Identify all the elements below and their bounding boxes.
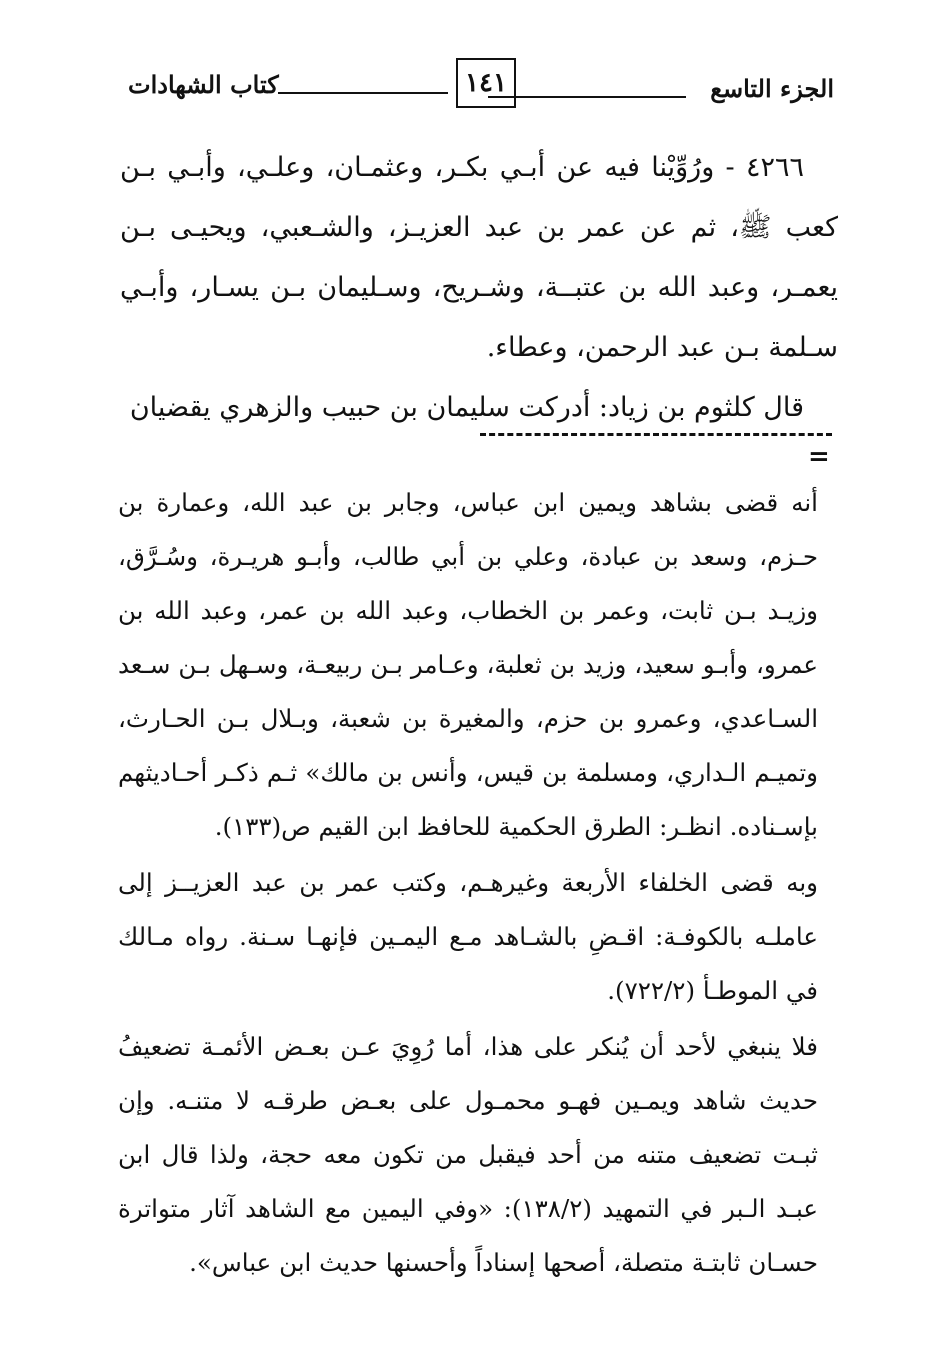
main-text [120,138,838,438]
footnote-paragraph: وبه قضى الخلفاء الأربعة وغيرهـم، وكتب عمر بن عبد العزيــز إلى عاملـه بالكوفـة: اقـضِ بالشـاهد مـع اليمـين فإنهـا سـنة. رواه مـالك في الموطـأ (٧٢٢/٢). [118,868,818,1005]
page-number: ١٤١ [456,58,516,108]
footnote-paragraph: فلا ينبغي لأحد أن يُنكر على هذا، أما رُوِيَ عـن بعـض الأئمـة تضعيفُ حديث شاهد ويمـين فهـو محمـول على بعـض طرقـه لا متنـه. وإن ثبـت تضعيف متنه من أحد فيقبل من تكون معه حجة، ولذا قال ابن عبـد الـبر في التمهيد (١٣٨/٢): «وفي اليمين مع الشاهد آثار متواترة حسـان ثابتـة متصلة، أصحها إسناداً وأحسنها حديث ابن عباس». [118,1032,818,1277]
footnote-divider [480,433,832,436]
page-header [128,58,834,118]
footnotes [118,476,818,1292]
continuation-mark: = [808,442,830,472]
main-paragraph: ٤٢٦٦ - ورُوِّيْنا فيه عن أبـي بكـر، وعثمـان، وعلـي، وأبـي بـن كعب ﷺ، ثم عن عمر بن عبد العزيـز، والشـعبي، ويحيـى بـن يعمـر، وعبد الله بن عتبــة، وشـريح، وسـليمان بـن يسـار، وأبـي سـلمة بـن عبد الرحمن، وعطاء. [120,152,838,363]
header-rule-right [488,96,686,98]
volume-title: الجزء التاسع [710,74,834,103]
footnote-paragraph: أنه قضى بشاهد ويمين ابن عباس، وجابر بن عبد الله، وعمارة بن حـزم، وسعد بن عبادة، وعلي بن أبي طالب، وأبـو هريـرة، وسُـرَّق، وزيـد بـن ثابت، وعمر بن الخطاب، وعبد الله بن عمر، وعبد الله بن عمرو، وأبـو سعيد، وزيد بن ثعلبة، وعـامر بـن ربيعـة، وسـهل بـن سـعد السـاعدي، وعمرو بن حزم، والمغيرة بن شعبة، وبـلال بـن الحـارث، وتميـم الـداري، ومسلمة بن قيس، وأنس بن مالك» ثـم ذكـر أحـاديثهم بإسـناده. انظـر: الطرق الحكمية للحافظ ابن القيم ص(١٣٣). [118,488,818,841]
chapter-title: كتاب الشهادات [128,70,279,99]
main-paragraph-continued: قال كلثوم بن زياد: أدركت سليمان بن حبيب والزهري يقضيان [129,392,804,423]
header-rule-left [278,92,448,94]
